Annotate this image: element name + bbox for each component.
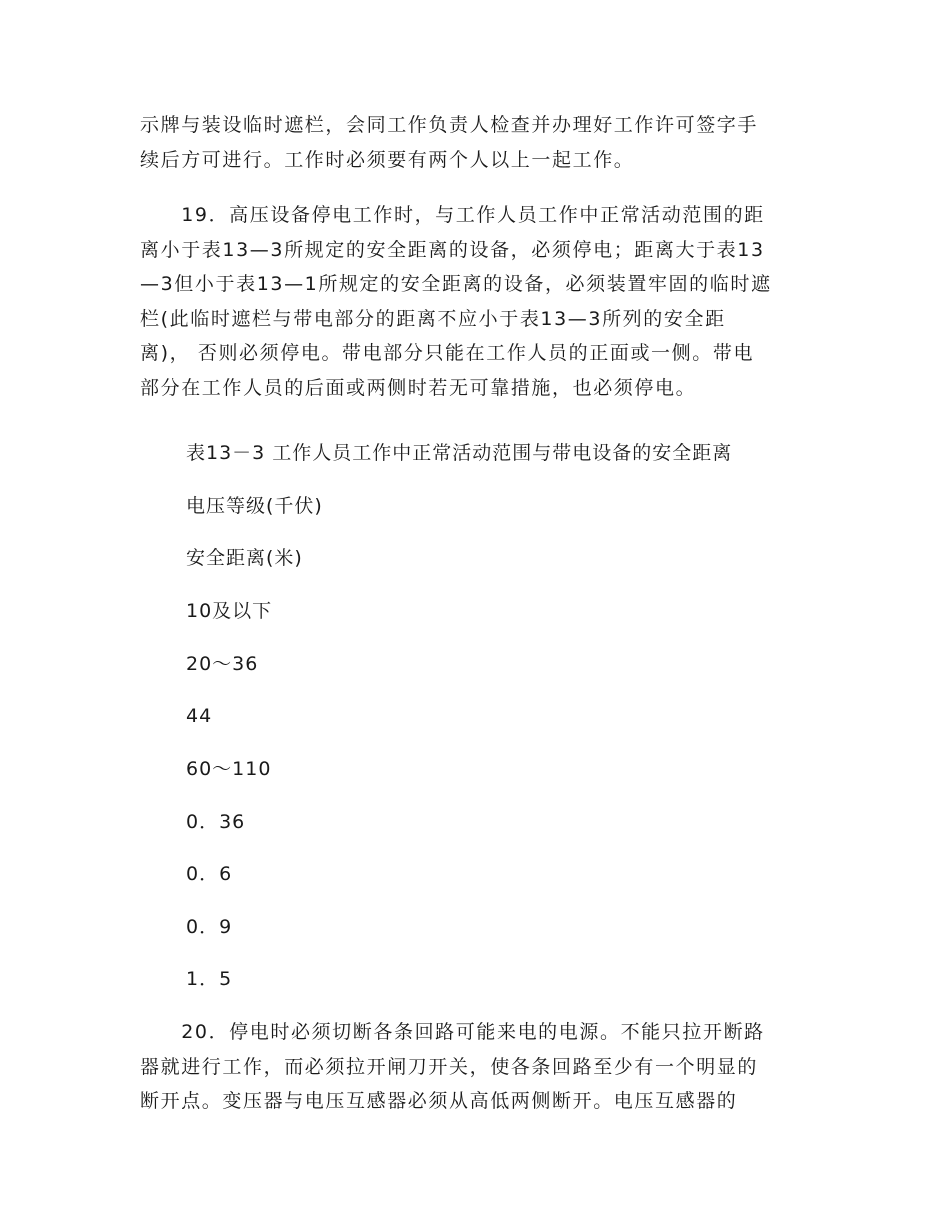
table-header-voltage: 电压等级(千伏) bbox=[186, 495, 323, 517]
paragraph-19 bbox=[140, 198, 810, 405]
table-header-distance: 安全距离(米) bbox=[186, 547, 303, 569]
paragraph-line: 器就进行工作，而必须拉开闸刀开关，使各条回路至少有一个明显的 bbox=[140, 1055, 759, 1078]
table-cell-voltage: 44 bbox=[186, 705, 213, 727]
table-cell-distance: 1．5 bbox=[186, 968, 233, 990]
paragraph-line: 离)， 否则必须停电。带电部分只能在工作人员的正面或一侧。带电 bbox=[140, 342, 755, 364]
paragraph-intro bbox=[140, 108, 810, 177]
table-cell-voltage: 10及以下 bbox=[186, 600, 273, 622]
paragraph-line: 部分在工作人员的后面或两侧时若无可靠措施，也必须停电。 bbox=[140, 376, 697, 399]
table-cell-voltage: 60～110 bbox=[186, 758, 272, 780]
table-cell-distance: 0．36 bbox=[186, 811, 246, 833]
paragraph-line: 示牌与装设临时遮栏，会同工作负责人检查并办理好工作许可签字手 bbox=[140, 114, 759, 136]
paragraph-line: 续后方可进行。工作时必须要有两个人以上一起工作。 bbox=[140, 148, 635, 171]
paragraph-line: —3但小于表13—1所规定的安全距离的设备，必须装置牢固的临时遮 bbox=[140, 273, 772, 295]
paragraph-line: 20．停电时必须切断各条回路可能来电的电源。不能只拉开断路 bbox=[140, 1021, 765, 1043]
table-cell-voltage: 20～36 bbox=[186, 653, 259, 675]
table-caption: 表13－3 工作人员工作中正常活动范围与带电设备的安全距离 bbox=[186, 442, 733, 464]
table-cell-distance: 0．6 bbox=[186, 863, 233, 885]
paragraph-line: 断开点。变压器与电压互感器必须从高低两侧断开。电压互感器的 bbox=[140, 1090, 738, 1112]
paragraph-line: 栏(此临时遮栏与带电部分的距离不应小于表13—3所列的安全距 bbox=[140, 307, 726, 330]
paragraph-line: 离小于表13—3所规定的安全距离的设备，必须停电；距离大于表13 bbox=[140, 238, 765, 261]
table-cell-distance: 0．9 bbox=[186, 916, 233, 938]
paragraph-20 bbox=[140, 1015, 810, 1119]
paragraph-line: 19．高压设备停电工作时，与工作人员工作中正常活动范围的距 bbox=[140, 204, 765, 226]
